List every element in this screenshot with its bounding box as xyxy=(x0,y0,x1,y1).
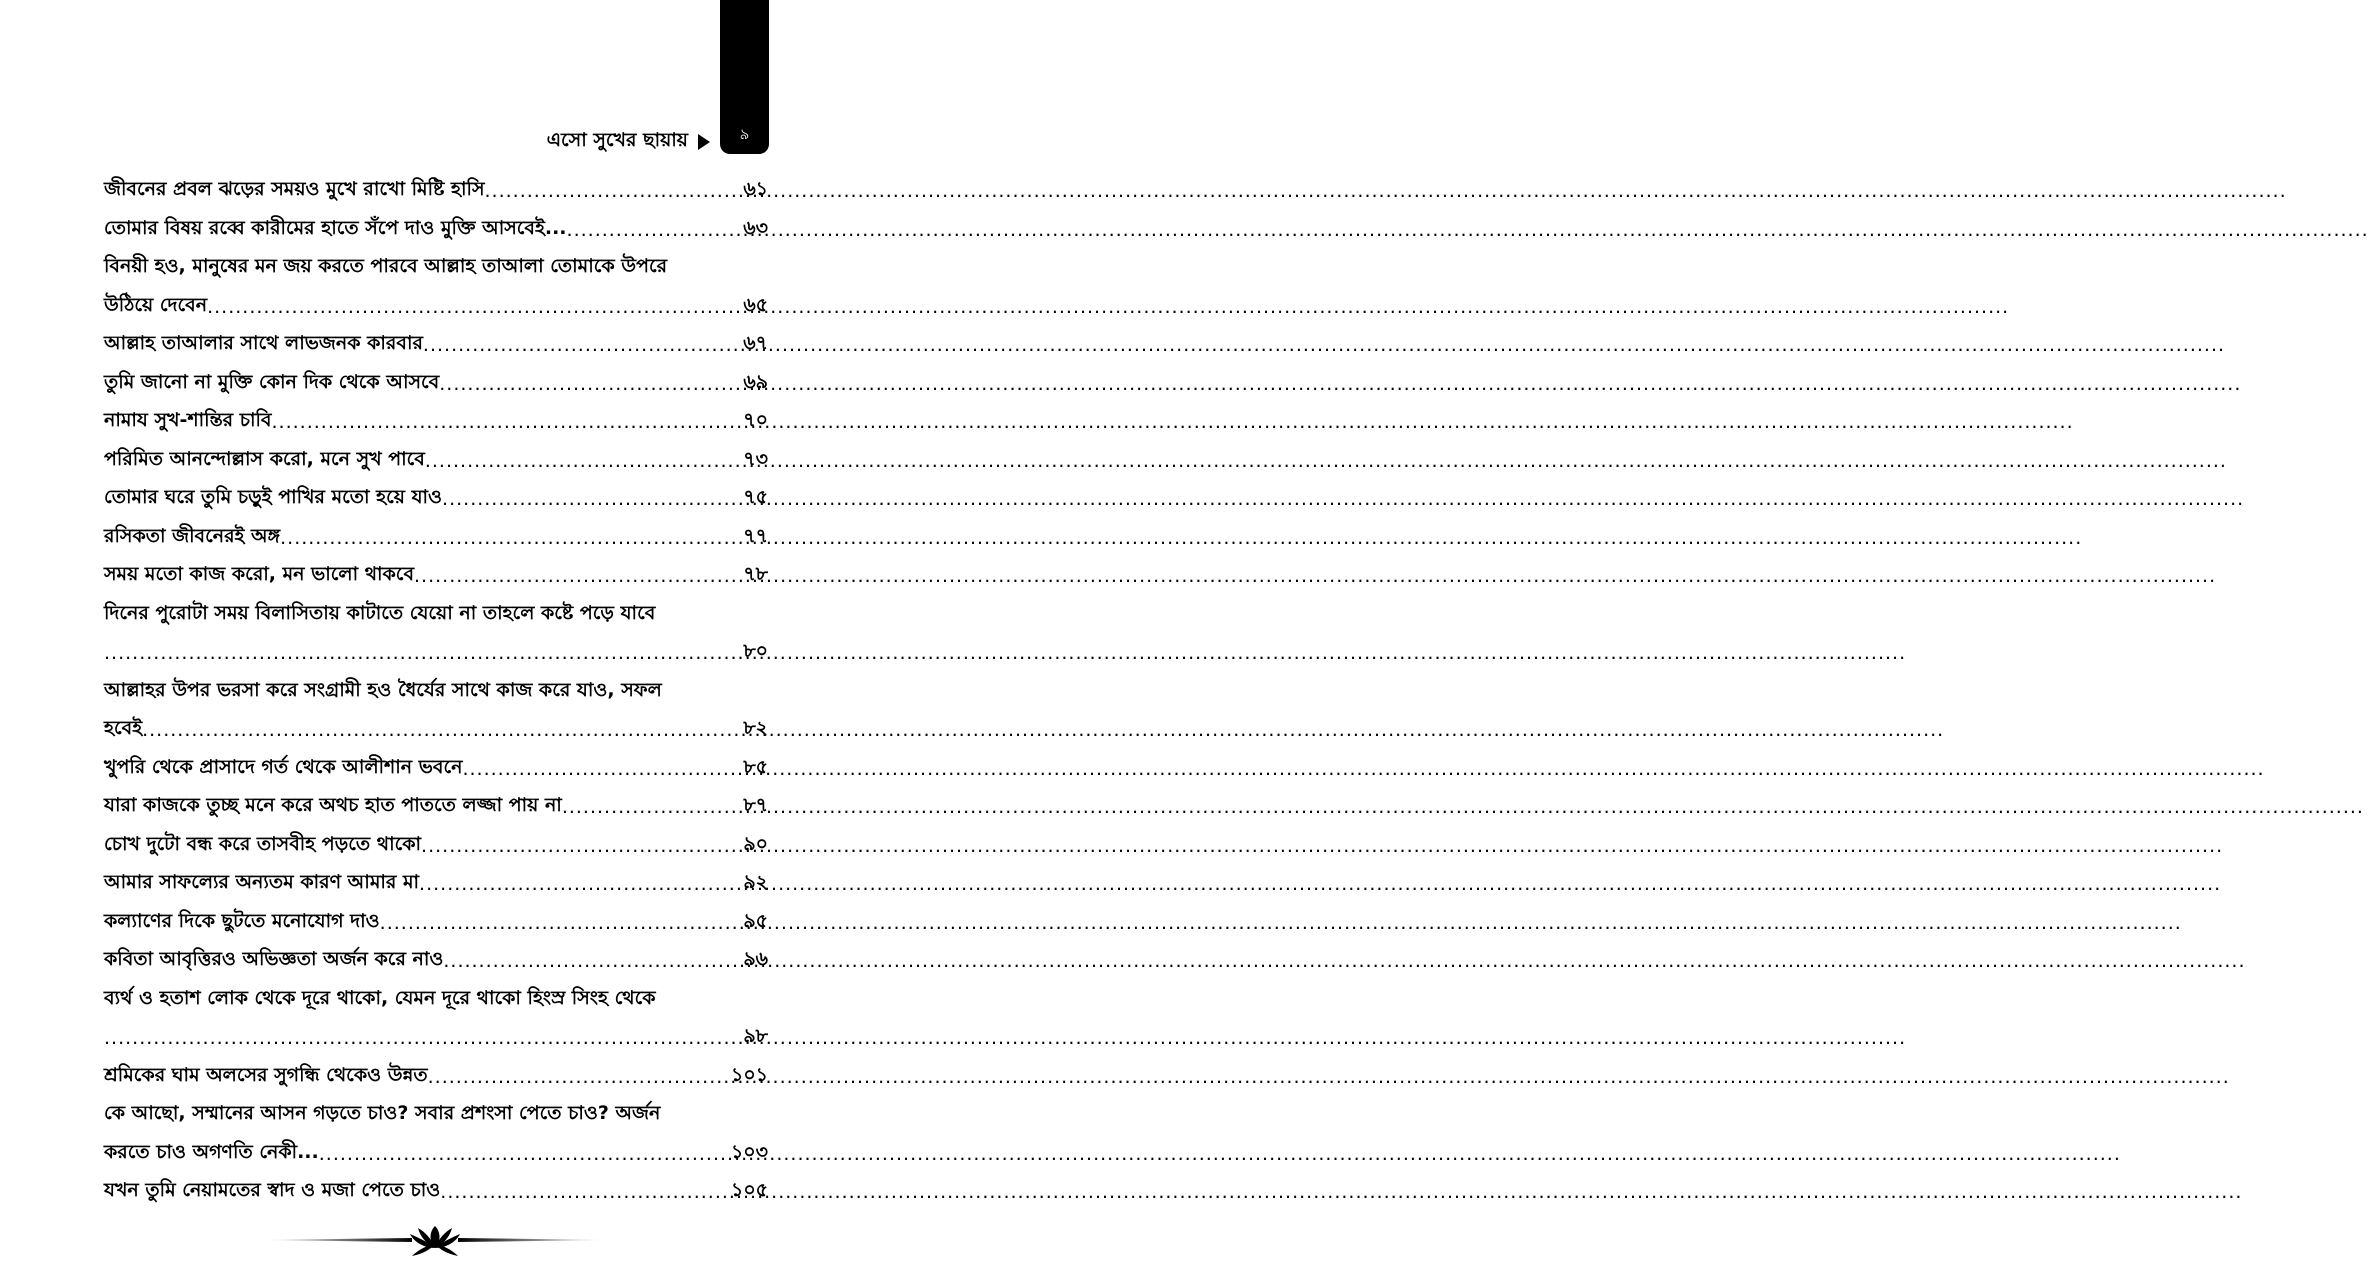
entry-title: তোমার ঘরে তুমি চড়ুই পাখির মতো হয়ে যাও xyxy=(104,486,443,509)
entry-title: শ্রমিকের ঘাম অলসের সুগন্ধি থেকেও উন্নত xyxy=(104,1063,428,1086)
toc-entry[interactable] xyxy=(104,1058,768,1097)
entry-page: ৭৫ xyxy=(743,486,768,509)
toc-entry-line2[interactable] xyxy=(104,1135,768,1174)
entry-page: ১০৩ xyxy=(730,1140,768,1163)
entry-page: ৮৫ xyxy=(743,755,768,778)
entry-title: যখন তুমি নেয়ামতের স্বাদ ও মজা পেতে চাও xyxy=(104,1179,441,1202)
entry-title: আমার সাফল্যের অন্যতম কারণ আমার মা xyxy=(104,871,420,894)
entry-page: ৯৬ xyxy=(743,948,768,971)
entry-page: ৬৫ xyxy=(743,293,768,316)
dot-leader xyxy=(485,180,742,202)
entry-title: পরিমিত আনন্দোল্লাস করো, মনে সুখ পাবে xyxy=(104,447,425,470)
entry-page: ৭৭ xyxy=(743,524,768,547)
toc-entry[interactable] xyxy=(104,403,768,442)
dot-leader xyxy=(428,1066,729,1088)
toc-entry-line2[interactable] xyxy=(104,711,768,750)
dot-leader xyxy=(462,758,741,780)
entry-page: ৯৮ xyxy=(743,1025,768,1048)
toc-entry[interactable] xyxy=(104,519,768,558)
dot-leader xyxy=(104,1027,741,1049)
entry-page: ৬১ xyxy=(743,178,768,201)
entry-page: ১০১ xyxy=(730,1063,768,1086)
entry-title: রসিকতা জীবনেরই অঙ্গ xyxy=(104,524,281,547)
dot-leader xyxy=(423,334,741,356)
entry-title: কবিতা আবৃত্তিরও অভিজ্ঞতা অর্জন করে নাও xyxy=(104,948,444,971)
toc-entry[interactable] xyxy=(104,480,768,519)
dot-leader xyxy=(280,527,741,549)
toc-entry[interactable] xyxy=(104,557,768,596)
entry-title-cont: হবেই xyxy=(104,717,143,740)
entry-page: ৮২ xyxy=(743,717,768,740)
dot-leader xyxy=(442,488,741,510)
dot-leader xyxy=(319,1143,729,1165)
toc-entry[interactable] xyxy=(104,788,768,827)
entry-title: কল্যাণের দিকে ছুটতে মনোযোগ দাও xyxy=(104,909,380,932)
dot-leader xyxy=(562,796,742,818)
toc-entry[interactable] xyxy=(104,365,768,404)
entry-page: ৯৫ xyxy=(743,909,768,932)
entry-title: ব্যর্থ ও হতাশ লোক থেকে দূরে থাকো, যেমন দূরে থাকো হিংস্র সিংহ থেকে xyxy=(104,986,656,1009)
entry-page: ৬৭ xyxy=(743,332,768,355)
entry-title: বিনয়ী হও, মানুষের মন জয় করতে পারবে আল্লাহ তাআলা তোমাকে উপরে xyxy=(104,255,668,278)
entry-page: ৯০ xyxy=(743,832,768,855)
entry-title-cont: উঠিয়ে দেবেন xyxy=(104,293,208,316)
dot-leader xyxy=(567,219,742,241)
toc-entry[interactable] xyxy=(104,865,768,904)
entry-page: ৭৩ xyxy=(743,447,768,470)
toc-entry-line2[interactable] xyxy=(104,1019,768,1058)
toc-entry[interactable] xyxy=(104,904,768,943)
dot-leader xyxy=(380,912,742,934)
entry-page: ৭৮ xyxy=(743,563,768,586)
entry-page: ৮৭ xyxy=(743,794,768,817)
entry-page: ৮০ xyxy=(743,640,768,663)
entry-title: তুমি জানো না মুক্তি কোন দিক থেকে আসবে xyxy=(104,370,440,393)
page-number: ৯ xyxy=(739,125,750,143)
entry-title-cont: করতে চাও অগণতি নেকী... xyxy=(104,1140,319,1163)
entry-page: ১০৫ xyxy=(730,1179,768,1202)
entry-page: ৭০ xyxy=(743,409,768,432)
toc-entry-line1[interactable] xyxy=(104,1096,768,1135)
running-header xyxy=(420,126,710,158)
toc-entry[interactable] xyxy=(104,211,768,250)
toc-entry[interactable] xyxy=(104,827,768,866)
dot-leader xyxy=(439,373,741,395)
toc-entry-line2[interactable] xyxy=(104,634,768,673)
dot-leader xyxy=(104,642,741,664)
dot-leader xyxy=(414,565,741,587)
entry-title: আল্লাহর উপর ভরসা করে সংগ্রামী হও ধৈর্যের সাথে কাজ করে যাও, সফল xyxy=(104,678,662,701)
toc-entry-line1[interactable] xyxy=(104,673,768,712)
toc-entry-line1[interactable] xyxy=(104,981,768,1020)
entry-title: আল্লাহ তাআলার সাথে লাভজনক কারবার xyxy=(104,332,423,355)
entry-title: কে আছো, সম্মানের আসন গড়তে চাও? সবার প্রশংসা পেতে চাও? অর্জন xyxy=(104,1102,661,1125)
triangle-right-icon xyxy=(698,134,710,150)
toc-entry[interactable] xyxy=(104,942,768,981)
toc-entry[interactable] xyxy=(104,326,768,365)
entry-title: সময় মতো কাজ করো, মন ভালো থাকবে xyxy=(104,563,415,586)
dot-leader xyxy=(443,950,741,972)
toc-entry-line2[interactable] xyxy=(104,288,768,327)
entry-title: তোমার বিষয় রব্বে কারীমের হাতে সঁপে দাও মুক্তি আসবেই... xyxy=(104,216,567,239)
dot-leader xyxy=(421,835,741,857)
running-title: এসো সুখের ছায়ায় xyxy=(546,129,688,151)
toc-entry[interactable] xyxy=(104,442,768,481)
entry-title: খুপরি থেকে প্রাসাদে গর্ত থেকে আলীশান ভবনে xyxy=(104,755,463,778)
dot-leader xyxy=(425,450,741,472)
page-number-tab xyxy=(720,0,769,154)
toc-entry[interactable] xyxy=(104,172,768,211)
dot-leader xyxy=(419,873,741,895)
entry-title: দিনের পুরোটা সময় বিলাসিতায় কাটাতে যেয়ো না তাহলে কষ্টে পড়ে যাবে xyxy=(104,601,656,624)
dot-leader xyxy=(440,1181,729,1203)
toc-entry[interactable] xyxy=(104,1173,768,1212)
entry-title: নামায সুখ-শান্তির চাবি xyxy=(104,409,272,432)
toc-entry-line1[interactable] xyxy=(104,596,768,635)
dot-leader xyxy=(272,411,742,433)
entry-page: ৯২ xyxy=(743,871,768,894)
entry-title: জীবনের প্রবল ঝড়ের সময়ও মুখে রাখো মিষ্টি হাসি xyxy=(104,178,485,201)
table-of-contents xyxy=(104,172,768,1212)
entry-title: যারা কাজকে তুচ্ছ মনে করে অথচ হাত পাততে লজ্জা পায় না xyxy=(104,794,562,817)
entry-page: ৬৩ xyxy=(743,216,768,239)
entry-title: চোখ দুটো বন্ধ করে তাসবীহ পড়তে থাকো xyxy=(104,832,422,855)
lotus-ornament-icon xyxy=(262,1222,608,1258)
dot-leader xyxy=(142,719,741,741)
toc-entry-line1[interactable] xyxy=(104,249,768,288)
dot-leader xyxy=(207,296,741,318)
toc-entry[interactable] xyxy=(104,750,768,789)
entry-page: ৬৯ xyxy=(743,370,768,393)
